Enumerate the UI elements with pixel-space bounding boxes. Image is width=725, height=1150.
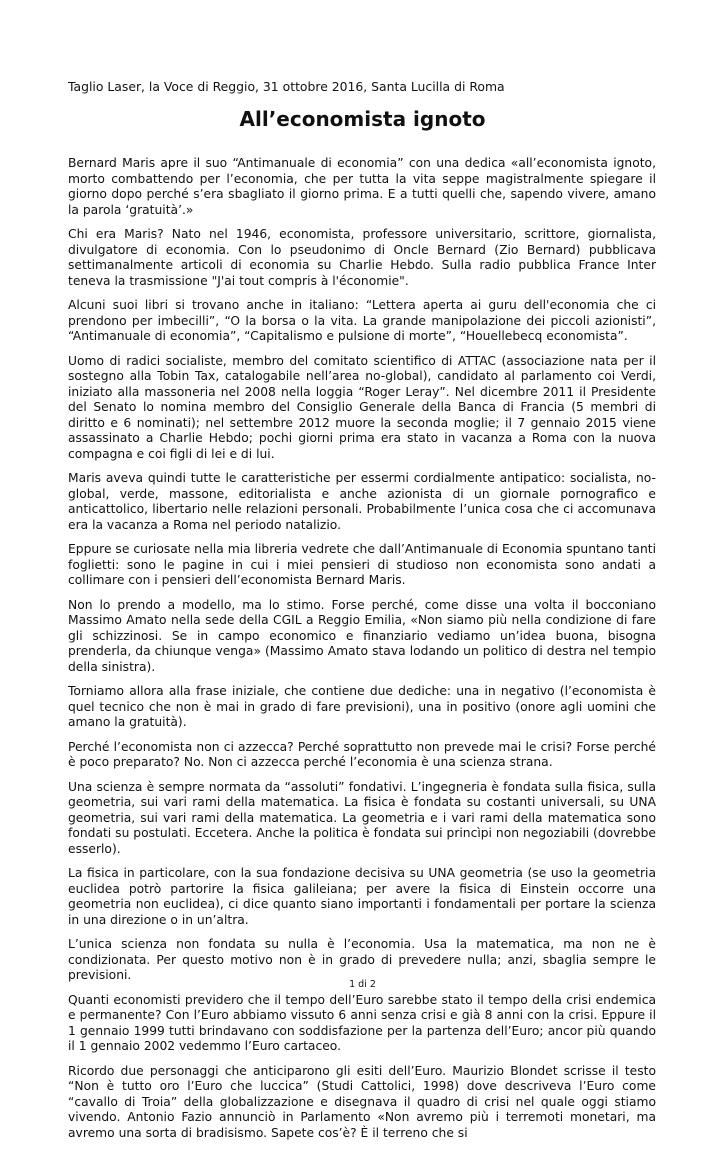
paragraph: La fisica in particolare, con la sua fondazione decisiva su UNA geometria (se uso la geometria euclidea potrò partorire la fisica galileiana; per avere la fisica di Einstein occorre una geometria non euclidea), ci dice quanto siano importanti i fondamentali per portare la scienza in una direzione o in un’altra. xyxy=(68,866,656,927)
article-title: All’economista ignoto xyxy=(239,107,486,131)
paragraph: Torniamo allora alla frase iniziale, che contiene due dediche: una in negativo (l’economista è quel tecnico che non è mai in grado di fare previsioni), una in positivo (onore agli uomini che amano la gratuità). xyxy=(68,684,656,729)
paragraph: Alcuni suoi libri si trovano anche in italiano: “Lettera aperta ai guru dell'economia che ci prendono per imbecilli”, “O la borsa o la vita. La grande manipolazione dei piccoli azionisti”, “Antimanuale di economia”, “Capitalismo e pulsione di morte”, “Houellebecq economista”. xyxy=(68,298,656,343)
paragraph: Chi era Maris? Nato nel 1946, economista, professore universitario, scrittore, giornalista, divulgatore di economia. Con lo pseudonimo di Oncle Bernard (Zio Bernard) pubblicava settimanalmente articoli di economia su Charlie Hebdo. Sulla radio pubblica France Inter teneva la trasmissione "J'ai tout compris à l'économie". xyxy=(68,227,656,288)
paragraph: L’unica scienza non fondata su nulla è l’economia. Usa la matematica, ma non ne è condizionata. Per questo motivo non è in grado di prevedere nulla; anzi, sbaglia sempre le previsioni. xyxy=(68,937,656,982)
paragraph: Non lo prendo a modello, ma lo stimo. Forse perché, come disse una volta il bocconiano Massimo Amato nella sede della CGIL a Reggio Emilia, «Non siamo più nella condizione di fare gli schizzinosi. Se in campo economico e finanziario vediamo un’idea buona, bisogna prenderla, da chiunque venga» (Massimo Amato stava lodando un politico di destra nel tempio della sinistra). xyxy=(68,597,656,674)
page-number: 1 di 2 xyxy=(349,979,376,990)
paragraph: Una scienza è sempre normata da “assoluti” fondativi. L’ingegneria è fondata sulla fisica, sulla geometria, sui vari rami della matematica. La fisica è fondata su costanti universali, su UNA geometria, sui vari rami della matematica. La geometria e i vari rami della matematica sono fondati su postulati. Eccetera. Anche la politica è fondata sui princìpi non negoziabili (dovrebbe esserlo). xyxy=(68,779,656,856)
dateline: Taglio Laser, la Voce di Reggio, 31 ottobre 2016, Santa Lucilla di Roma xyxy=(68,79,505,94)
paragraph: Ricordo due personaggi che anticiparono gli esiti dell’Euro. Maurizio Blondet scrisse il testo “Non è tutto oro l’Euro che luccica” (Studi Cattolici, 1998) dove descriveva l’Euro come “cavallo di Troia” della globalizzazione e disegnava il quadro di crisi nel quale oggi stiamo vivendo. Antonio Fazio annunciò in Parlamento «Non avremo più i terremoti monetari, ma avremo una sorta di bradisismo. Sapete cos’è? È il terreno che si xyxy=(68,1063,656,1140)
paragraph: Perché l’economista non ci azzecca? Perché soprattutto non prevede mai le crisi? Forse perché è poco preparato? No. Non ci azzecca perché l’economia è una scienza strana. xyxy=(68,739,656,769)
paragraph: Maris aveva quindi tutte le caratteristiche per essermi cordialmente antipatico: socialista, no-global, verde, massone, editorialista e anche azionista di un giornale pornografico e anticattolico, libertario nelle relazioni personali. Probabilmente l’unica cosa che ci accomunava era la vacanza a Roma nel periodo natalizio. xyxy=(68,471,656,532)
paragraph: Uomo di radici socialiste, membro del comitato scientifico di ATTAC (associazione nata per il sostegno alla Tobin Tax, catalogabile nell’area no-global), candidato al parlamento coi Verdi, iniziato alla massoneria nel 2008 nella loggia “Roger Leray”. Nel dicembre 2011 il Presidente del Senato lo nomina membro del Consiglio Generale della Banca di Francia (5 membri di diritto e 6 nominati); nel settembre 2012 muore la seconda moglie; il 7 gennaio 2015 viene assassinato a Charlie Hebdo; pochi giorni prima era stato in vacanza a Roma con la nuova compagna e coi figli di lei e di lui. xyxy=(68,353,656,461)
paragraph: Bernard Maris apre il suo “Antimanuale di economia” con una dedica «all’economista ignoto, morto combattendo per l’economia, che per tutta la vita seppe magistralmente spiegare il giorno dopo perché s’era sbagliato il giorno prima. E a tutti quelli che, sapendo vivere, amano la parola ‘gratuità’.» xyxy=(68,156,656,217)
article-body xyxy=(68,156,656,1150)
paragraph: Quanti economisti previdero che il tempo dell’Euro sarebbe stato il tempo della crisi endemica e permanente? Con l’Euro abbiamo vissuto 6 anni senza crisi e già 8 anni con la crisi. Eppure il 1 gennaio 1999 tutti brindavano con soddisfazione per la partenza dell’Euro; ancor più quando il 1 gennaio 2002 vedemmo l’Euro cartaceo. xyxy=(68,992,656,1053)
paragraph: Eppure se curiosate nella mia libreria vedrete che dall’Antimanuale di Economia spuntano tanti foglietti: sono le pagine in cui i miei pensieri di studioso non economista sono andati a collimare con i pensieri dell’economista Bernard Maris. xyxy=(68,542,656,587)
